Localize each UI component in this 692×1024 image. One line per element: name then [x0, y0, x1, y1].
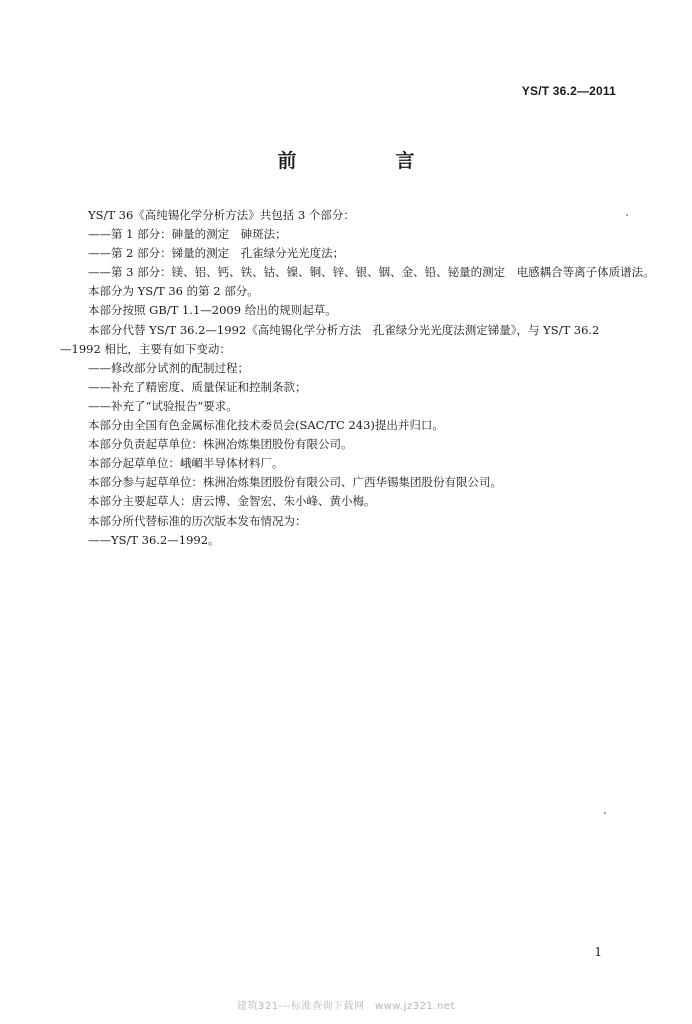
paragraph-line: ——第 1 部分：砷量的测定 砷斑法； — [88, 227, 287, 242]
paragraph-line: —1992 相比，主要有如下变动： — [60, 341, 231, 356]
paragraph-line: 本部分代替 YS/T 36.2—1992《高纯锡化学分析方法 孔雀绿分光光度法测定锑量》，与 YS/T 36.2 — [88, 322, 600, 337]
foreword-body — [60, 206, 655, 550]
paragraph-line: 本部分参与起草单位：株洲冶炼集团股份有限公司、广西华锡集团股份有限公司。 — [88, 475, 502, 490]
paragraph-line: ——第 3 部分：镁、铝、钙、铁、钴、镍、铜、锌、银、铟、金、铅、铋量的测定 电感耦合等离子体质谱法。 — [88, 265, 655, 280]
standard-code: YS/T 36.2—2011 — [521, 84, 616, 98]
paragraph-line: 本部分为 YS/T 36 的第 2 部分。 — [88, 284, 259, 299]
paragraph-line: 本部分由全国有色金属标准化技术委员会(SAC/TC 243)提出并归口。 — [88, 418, 444, 433]
paragraph-line: ——补充了精密度、质量保证和控制条款； — [88, 379, 307, 394]
paragraph-line: 本部分起草单位：峨嵋半导体材料厂。 — [88, 456, 284, 471]
paragraph-line: YS/T 36《高纯锡化学分析方法》共包括 3 个部分： — [88, 208, 355, 222]
scan-speck — [604, 812, 606, 814]
page-number: 1 — [594, 945, 602, 959]
paragraph-line: 本部分所代替标准的历次版本发布情况为： — [88, 513, 307, 528]
watermark-text: 建筑321---标准查询下载网 www.jz321.net — [237, 1001, 455, 1012]
paragraph-line: ——修改部分试剂的配制过程； — [88, 360, 249, 375]
scan-speck — [626, 214, 628, 216]
paragraph-line: 本部分按照 GB/T 1.1—2009 给出的规则起草。 — [88, 303, 337, 318]
paragraph-line: ——第 2 部分：锑量的测定 孔雀绿分光光度法； — [88, 246, 345, 261]
paragraph-line: 本部分负责起草单位：株洲冶炼集团股份有限公司。 — [88, 437, 353, 452]
page-title: 前 言 — [277, 150, 455, 172]
paragraph-line: ——补充了“试验报告”要求。 — [88, 398, 238, 413]
paragraph-line: ——YS/T 36.2—1992。 — [88, 532, 220, 547]
paragraph-line: 本部分主要起草人：唐云博、金智宏、朱小峰、黄小梅。 — [88, 494, 376, 509]
